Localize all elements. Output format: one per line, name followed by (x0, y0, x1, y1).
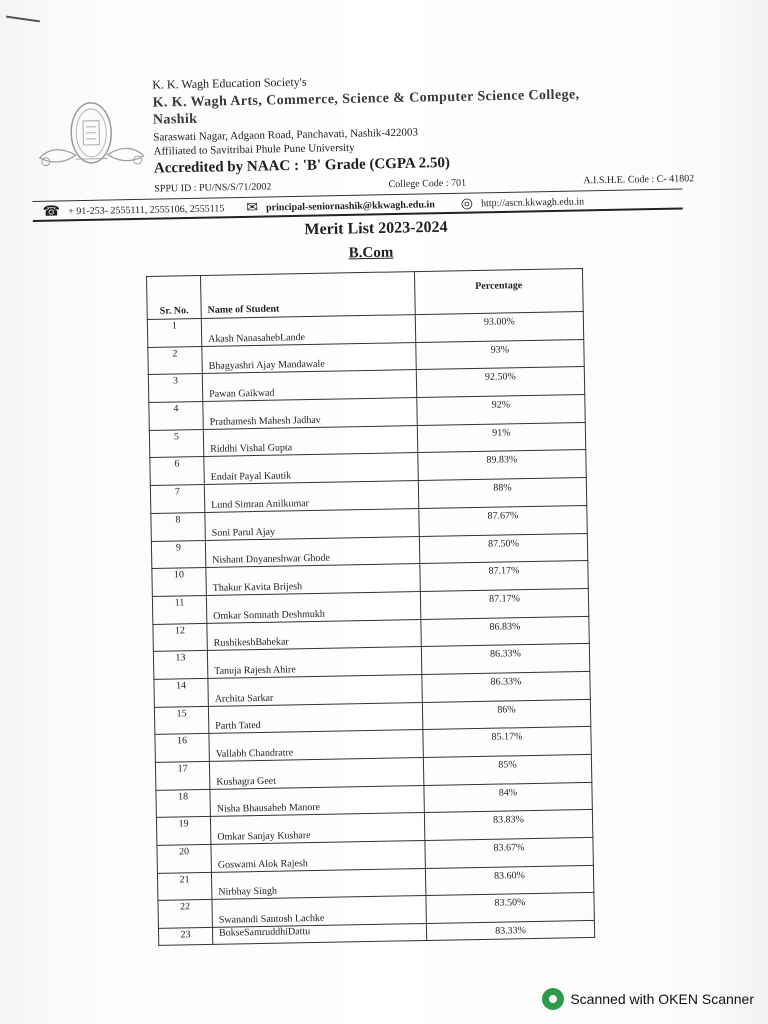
oken-scanner-logo-icon (542, 988, 564, 1010)
student-name-cell: BokseSamruddhiDattu (212, 924, 426, 945)
student-name-cell: Omkar Somnath Deshmukh (206, 591, 420, 623)
sr-no-cell: 7 (150, 485, 204, 514)
sr-no-cell: 22 (158, 900, 212, 929)
merit-list-table (146, 268, 595, 946)
college-code: College Code : 701 (388, 177, 467, 191)
student-name-cell: Prathamesh Mahesh Jadhav (203, 398, 417, 430)
student-name-cell: Swanandi Santosh Lachke (212, 896, 426, 928)
email-icon: ✉ (246, 200, 259, 216)
sr-no-cell: 23 (158, 928, 212, 946)
sr-no-cell: 15 (154, 706, 208, 735)
sr-no-cell: 11 (152, 595, 206, 624)
codes-row (154, 173, 694, 194)
percentage-cell: 87.50% (419, 533, 587, 564)
column-header-sr-no: Sr. No. (147, 276, 202, 320)
sr-no-cell: 4 (149, 402, 203, 431)
pen-mark (6, 16, 40, 23)
student-name-cell: Nishant Dnyaneshwar Ghode (205, 536, 419, 568)
percentage-cell: 92.50% (416, 367, 584, 398)
percentage-cell: 88% (418, 478, 586, 509)
sr-no-cell: 16 (155, 734, 209, 763)
sr-no-cell: 14 (154, 678, 208, 707)
column-header-name: Name of Student (201, 272, 416, 319)
society-name: K. K. Wagh Education Society's (152, 74, 307, 92)
page-title: Merit List 2023-2024 (304, 218, 448, 239)
student-name-cell: Soni Parul Ajay (205, 508, 419, 540)
globe-icon: ◎ (460, 196, 474, 212)
percentage-cell: 86.33% (421, 644, 589, 675)
student-name-cell: Omkar Sanjay Kushare (210, 813, 424, 845)
sr-no-cell: 6 (150, 457, 204, 486)
sr-no-cell: 2 (148, 346, 202, 375)
student-name-cell: Nirbhay Singh (211, 868, 425, 900)
percentage-cell: 92% (417, 395, 585, 426)
student-name-cell: Bhagyashri Ajay Mandawale (202, 342, 416, 374)
percentage-cell: 89.83% (418, 450, 586, 481)
sr-no-cell: 21 (157, 872, 211, 901)
student-name-cell: Pawan Gaikwad (202, 370, 416, 402)
student-name-cell: Tanuja Rajesh Ahire (207, 647, 421, 679)
telephone-icon: ☎ (42, 204, 61, 220)
table-body (147, 311, 594, 945)
percentage-cell: 84% (424, 782, 592, 813)
percentage-cell: 91% (417, 422, 585, 453)
sr-no-cell: 12 (153, 623, 207, 652)
student-name-cell: Akash NanasahebLande (201, 315, 415, 347)
student-name-cell: Parth Tated (208, 702, 422, 734)
sppu-id: SPPU ID : PU/NS/S/71/2002 (154, 181, 272, 195)
email-address: principal-seniornashik@kkwagh.edu.in (265, 199, 435, 214)
percentage-cell: 87.67% (419, 505, 587, 536)
sr-no-cell: 10 (152, 568, 206, 597)
college-name: K. K. Wagh Arts, Commerce, Science & Computer Science College, (152, 87, 580, 111)
sr-no-cell: 3 (148, 374, 202, 403)
student-name-cell: Lund Simran Anilkumar (204, 481, 418, 513)
sr-no-cell: 9 (151, 540, 205, 569)
aishe-code: A.I.S.H.E. Code : C- 41802 (583, 173, 695, 187)
sr-no-cell: 18 (156, 789, 210, 818)
column-header-percentage: Percentage (414, 269, 583, 315)
percentage-cell: 86% (422, 699, 590, 730)
sr-no-cell: 20 (157, 844, 211, 873)
percentage-cell: 87.17% (420, 588, 588, 619)
percentage-cell: 83.83% (424, 810, 592, 841)
letterhead (30, 58, 695, 230)
scanner-watermark-text: Scanned with OKEN Scanner (570, 991, 754, 1007)
student-name-cell: Goswami Alok Rajesh (211, 841, 425, 873)
website-url: http://ascn.kkwagh.edu.in (480, 196, 585, 210)
college-address: Saraswati Nagar, Adgaon Road, Panchavati, Nashik-422003 (153, 126, 419, 144)
percentage-cell: 86.83% (421, 616, 589, 647)
university-affiliation: Affiliated to Savitribai Phule Pune University (153, 141, 355, 158)
sr-no-cell: 13 (153, 651, 207, 680)
college-city: Nashik (152, 111, 198, 128)
student-name-cell: RushikeshBahekar (207, 619, 421, 651)
student-name-cell: Riddhi Vishal Gupta (203, 425, 417, 457)
student-name-cell: Archita Sarkar (208, 674, 422, 706)
percentage-cell: 85.17% (423, 727, 591, 758)
merit-table-container (146, 268, 594, 946)
percentage-cell: 83.50% (426, 893, 594, 924)
sr-no-cell: 8 (151, 512, 205, 541)
course-subtitle: B.Com (348, 244, 394, 262)
college-seal-logo-icon (30, 94, 152, 182)
contact-row (43, 191, 683, 220)
student-name-cell: Thakur Kavita Brijesh (206, 564, 420, 596)
percentage-cell: 83.33% (426, 921, 594, 941)
student-name-cell: Nisha Bhausaheb Manore (210, 785, 424, 817)
sr-no-cell: 5 (149, 429, 203, 458)
student-name-cell: Vallabh Chandratre (209, 730, 423, 762)
percentage-cell: 93% (416, 339, 584, 370)
percentage-cell: 86.33% (422, 671, 590, 702)
naac-accreditation: Accredited by NAAC : 'B' Grade (CGPA 2.50) (153, 154, 451, 177)
scanner-watermark (542, 988, 754, 1010)
phone-numbers: + 91-253- 2555111, 2555106, 2555115 (68, 203, 225, 218)
percentage-cell: 87.17% (420, 561, 588, 592)
percentage-cell: 93.00% (415, 311, 583, 342)
student-name-cell: Kushagra Geet (209, 757, 423, 789)
sr-no-cell: 1 (147, 318, 201, 347)
sr-no-cell: 19 (156, 817, 210, 846)
percentage-cell: 83.60% (425, 865, 593, 896)
student-name-cell: Endait Payal Kautik (204, 453, 418, 485)
percentage-cell: 83.67% (425, 837, 593, 868)
sr-no-cell: 17 (155, 761, 209, 790)
percentage-cell: 85% (423, 754, 591, 785)
